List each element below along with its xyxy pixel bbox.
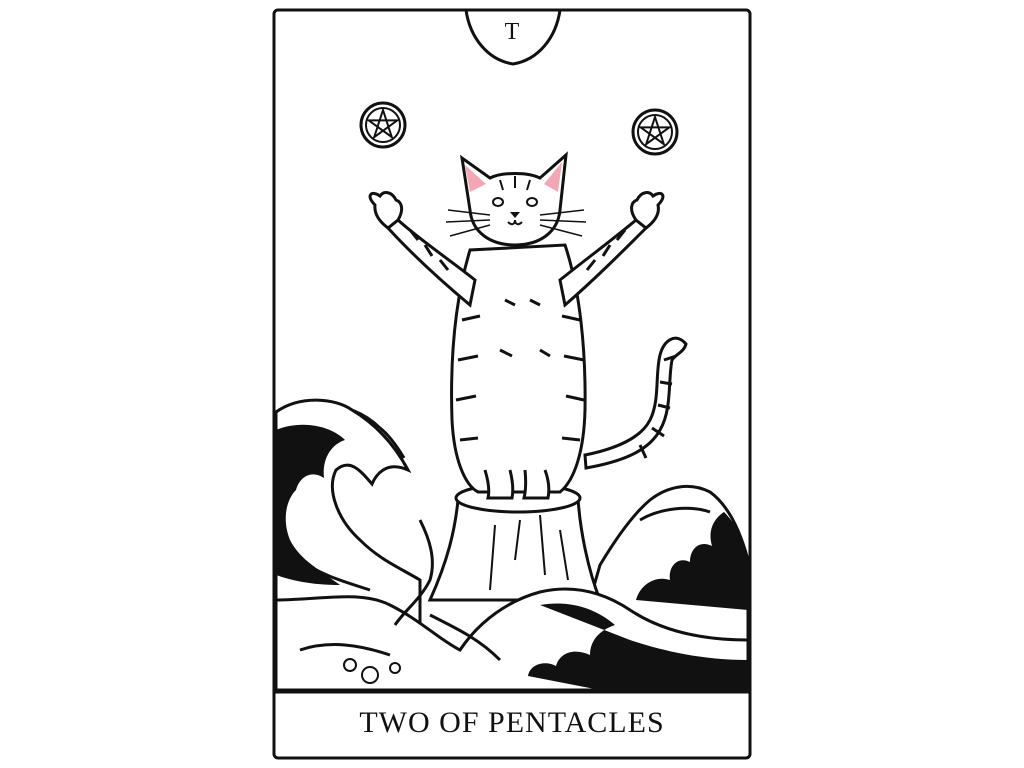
pentacle-right-icon [633, 110, 677, 154]
card-badge-letter: T [504, 18, 520, 45]
pentacle-left-icon [361, 103, 405, 147]
card-title: TWO OF PENTACLES [359, 706, 665, 739]
